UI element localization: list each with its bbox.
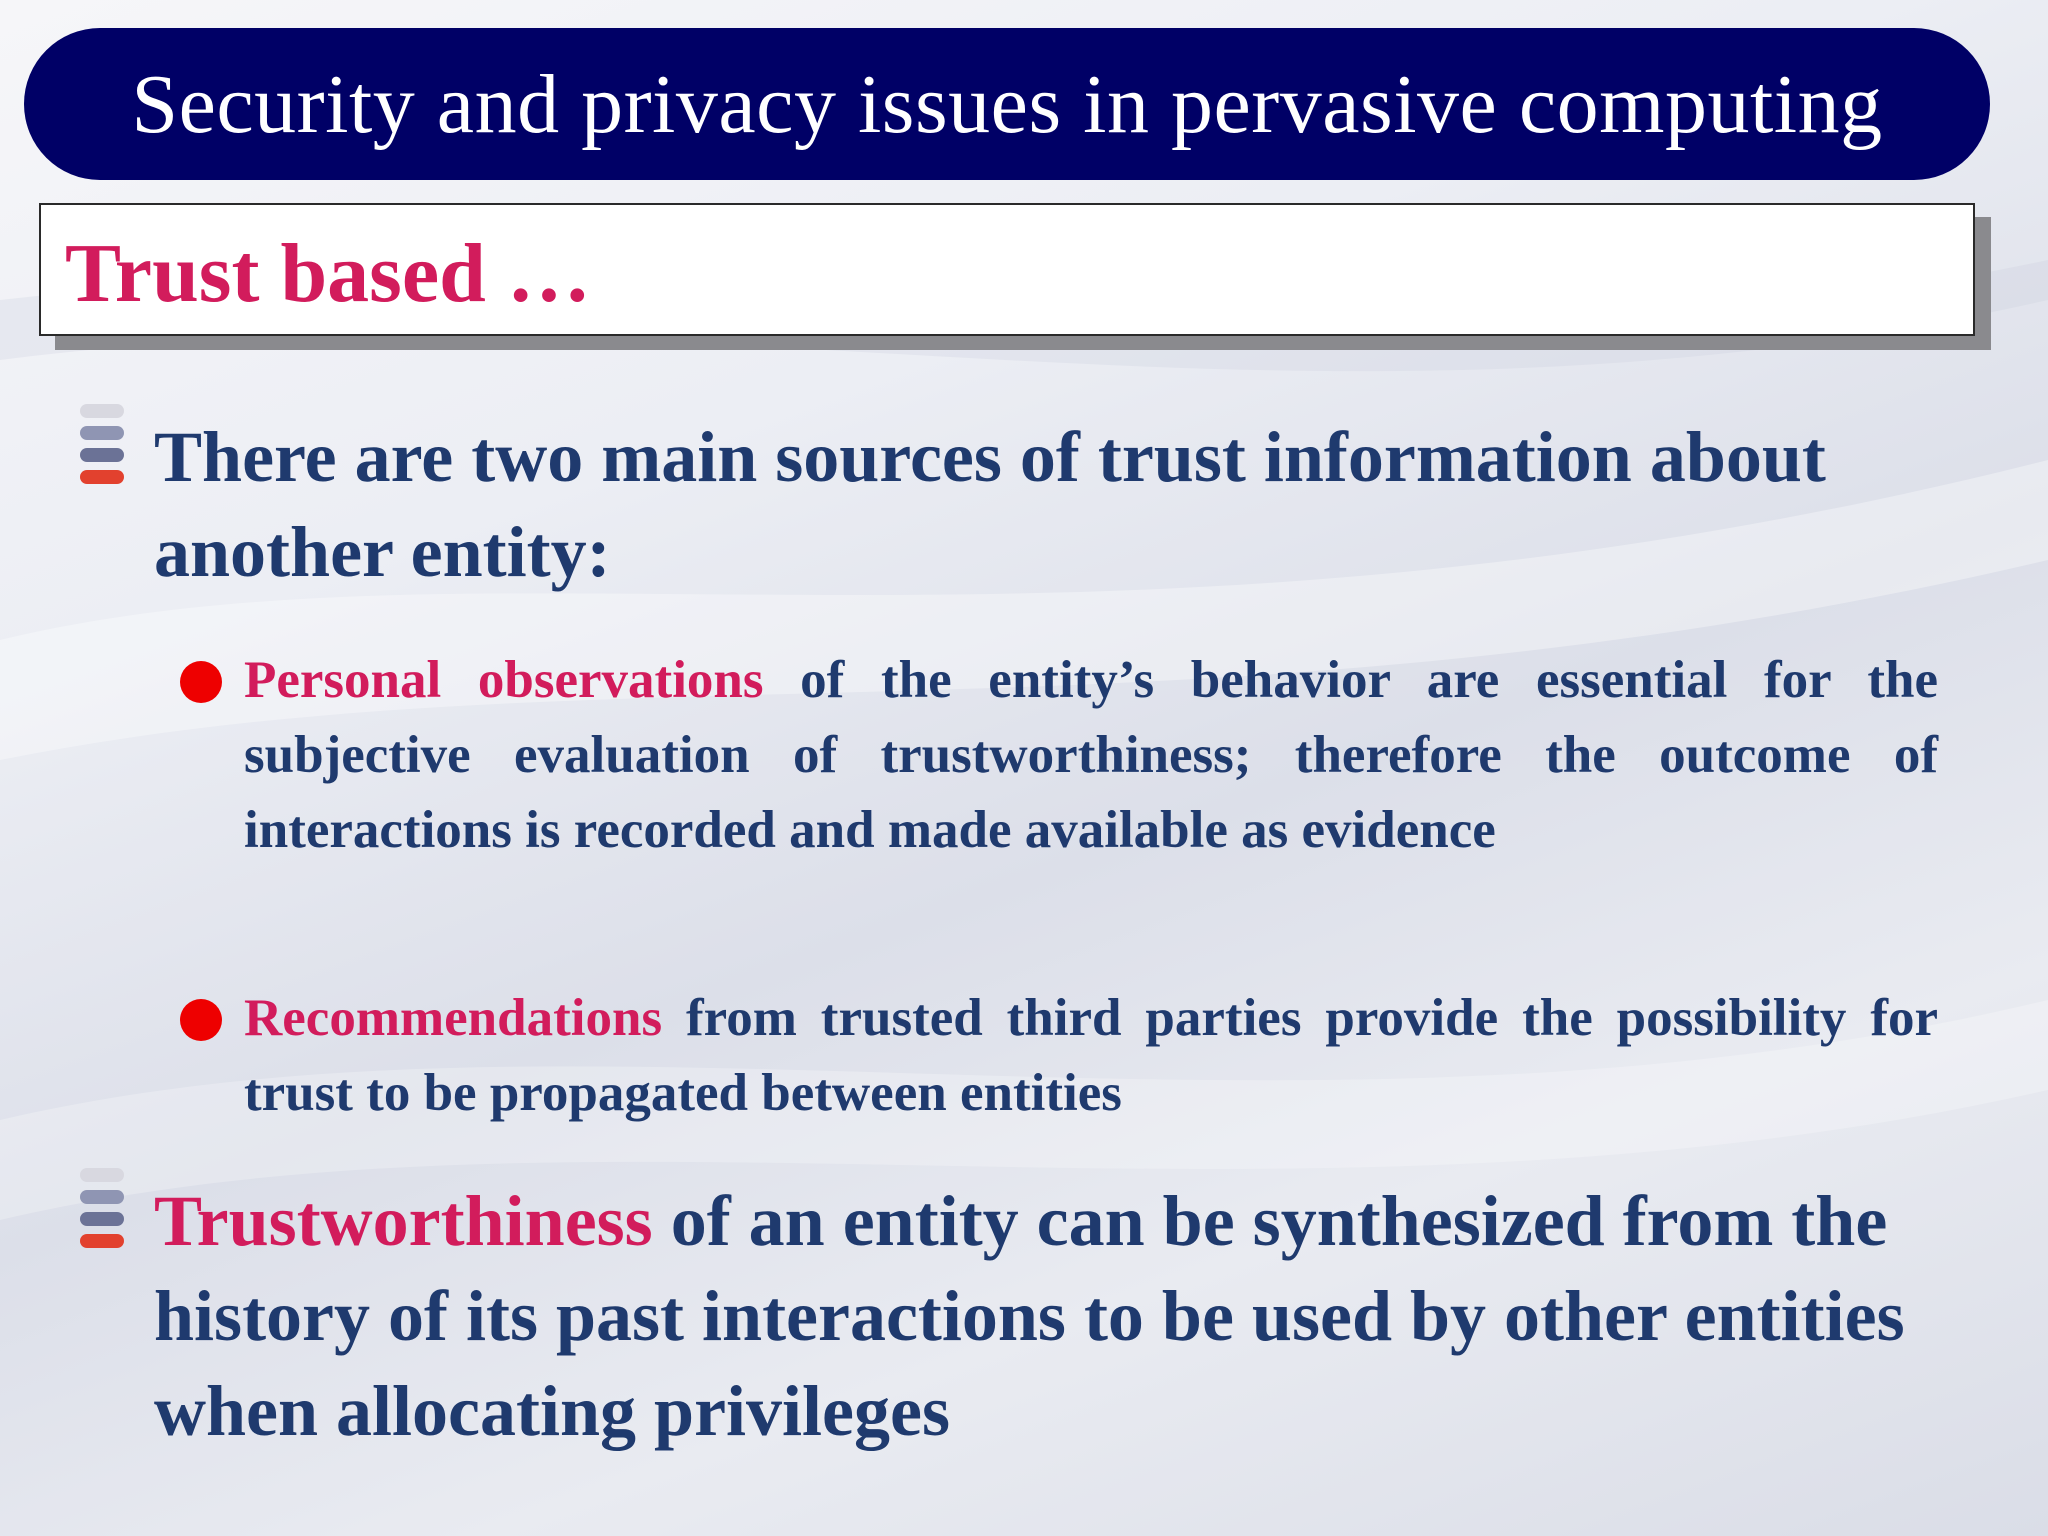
slide-title: Security and privacy issues in pervasive computing — [131, 57, 1883, 151]
red-dot-bullet-icon — [180, 999, 222, 1041]
stacked-bars-bullet-icon — [80, 404, 124, 488]
subtitle-box — [39, 203, 1975, 336]
bullet-body: There are two main sources of trust information about another entity: — [154, 417, 1826, 592]
sub-bullet-text — [244, 981, 1938, 1131]
stacked-bars-bullet-icon — [80, 1168, 124, 1252]
sub-bullet-body: of the entity’s behavior are essential for the subjective evaluation of trustworthiness; therefore the outcome of interactions is recorded and made available as evidence — [244, 651, 1938, 859]
title-bar — [24, 28, 1990, 180]
sub-bullet-highlight: Recommendations — [244, 989, 663, 1047]
section-subtitle: Trust based … — [65, 227, 591, 320]
red-dot-bullet-icon — [180, 661, 222, 703]
sub-bullet-text — [244, 643, 1938, 868]
bullet-body: of an entity can be synthesized from the history of its past interactions to be used by other entities when allocating privileges — [154, 1181, 1905, 1451]
bullet-text — [154, 1174, 2024, 1459]
bullet-text — [154, 410, 2024, 600]
bullet-highlight: Trustworthiness — [154, 1181, 653, 1261]
sub-bullet-highlight: Personal observations — [244, 651, 764, 709]
sub-bullet-body: from trusted third parties provide the possibility for trust to be propagated between entities — [244, 989, 1938, 1122]
